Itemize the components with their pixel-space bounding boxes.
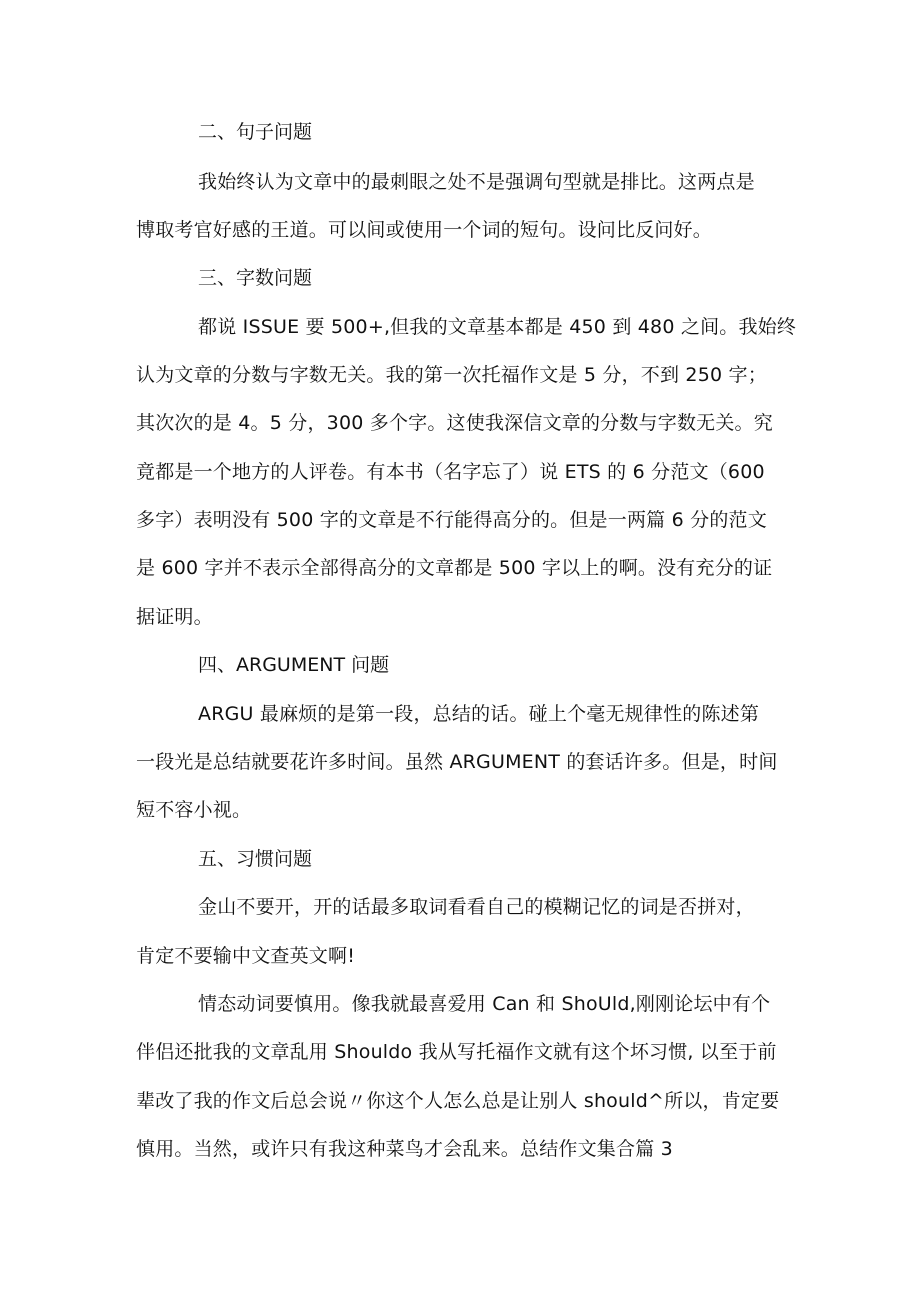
paragraph-line: 竟都是一个地方的人评卷。有本书（名字忘了）说 ETS 的 6 分范文（600 xyxy=(136,461,765,483)
paragraph-line: 肯定不要输中文查英文啊! xyxy=(136,945,356,967)
paragraph-line: 伴侣还批我的文章乱用 Shouldo 我从写托福作文就有这个坏习惯, 以至于前 xyxy=(136,1041,777,1063)
paragraph-line: 金山不要开，开的话最多取词看看自己的模糊记忆的词是否拼对， xyxy=(198,896,755,918)
paragraph-line: 博取考官好感的王道。可以间或使用一个词的短句。设问比反问好。 xyxy=(136,219,713,241)
paragraph-line: 多字）表明没有 500 字的文章是不行能得高分的。但是一两篇 6 分的范文 xyxy=(136,509,767,531)
paragraph-line: 认为文章的分数与字数无关。我的第一次托福作文是 5 分，不到 250 字； xyxy=(136,364,767,386)
paragraph-line: 短不容小视。 xyxy=(136,799,252,821)
paragraph-line: 情态动词要慎用。像我就最喜爱用 Can 和 ShoUld,刚刚论坛中有个 xyxy=(198,993,771,1015)
section-heading-sentence: 二、句子问题 xyxy=(198,121,313,143)
paragraph-line: 我始终认为文章中的最刺眼之处不是强调句型就是排比。这两点是 xyxy=(198,171,755,193)
paragraph-line: 辈改了我的作文后总会说〃你这个人怎么总是让别人 should^所以，肯定要 xyxy=(136,1090,780,1112)
paragraph-line: ARGU 最麻烦的是第一段，总结的话。碰上个毫无规律性的陈述第 xyxy=(198,703,760,725)
paragraph-line: 慎用。当然，或许只有我这种菜鸟才会乱来。总结作文集合篇 3 xyxy=(136,1138,673,1160)
paragraph-line: 都说 ISSUE 要 500+,但我的文章基本都是 450 到 480 之间。我始终 xyxy=(198,316,797,338)
section-heading-wordcount: 三、字数问题 xyxy=(198,267,313,289)
paragraph-line: 是 600 字并不表示全部得高分的文章都是 500 字以上的啊。没有充分的证 xyxy=(136,557,773,579)
section-heading-habit: 五、习惯问题 xyxy=(198,848,313,870)
paragraph-line: 一段光是总结就要花许多时间。虽然 ARGUMENT 的套话许多。但是，时间 xyxy=(136,751,778,773)
paragraph-line: 据证明。 xyxy=(136,606,213,628)
paragraph-line: 其次次的是 4。5 分，300 多个字。这使我深信文章的分数与字数无关。究 xyxy=(136,412,773,434)
section-heading-argument: 四、ARGUMENT 问题 xyxy=(198,654,390,676)
